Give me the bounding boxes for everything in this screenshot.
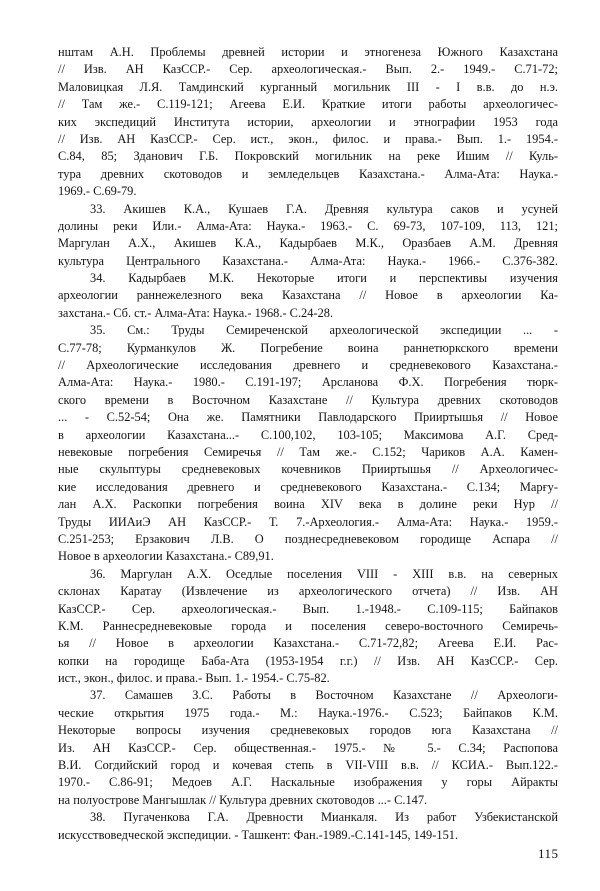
text-line: захстана.- Сб. ст.- Алма-Ата: Наука.- 1968.- С.24-28.	[58, 305, 334, 320]
text-line: // Изв. АН КазССР.- Сер. ист., экон., филос. и права.- Вып. 1.- 1954.-	[58, 131, 558, 146]
text-line: ского времени в Восточном Казахстане // Культура древних скотоводов	[58, 392, 558, 407]
text-line: 34. Кадырбаев М.К. Некоторые итоги и перспективы изучения	[90, 271, 558, 286]
text-line: // Археологические исследования древнего и средневекового Казахстана.-	[58, 358, 558, 373]
text-line: Маловицкая Л.Я. Тамдинский курганный могильник III - I в.в. до н.э.	[58, 79, 558, 94]
text-line: невековые погребения Семиречья // Там же.- С.152; Чариков А.А. Камен-	[58, 444, 558, 459]
text-line: К.М. Раннесредневековые города и поселения северо-восточного Семиречь-	[58, 618, 558, 633]
text-line: тура древних скотоводов и земледельцев Казахстана.- Алма-Ата: Наука.-	[58, 166, 558, 181]
text-line: ист., экон., филос. и права.- Вып. 1.- 1954.- С.75-82.	[58, 671, 330, 686]
text-line: археологии раннежелезного века Казахстана // Новое в археологии Ка-	[58, 288, 558, 303]
text-line: нштам А.Н. Проблемы древней истории и этногенеза Южного Казахстана	[58, 45, 558, 59]
text-line: ческие открытия 1975 года.- М.: Наука.-1976.- С.523; Байпаков К.М.	[58, 705, 558, 720]
text-line: склонах Каратау (Извлечение из археологического отчета) // Изв. АН	[58, 584, 558, 599]
text-line: Маргулан А.Х., Акишев К.А., Кадырбаев М.К., Оразбаев А.М. Древняя	[58, 236, 558, 251]
text-line: 1970.- С.86-91; Медоев А.Г. Наскальные изображения у горы Айракты	[58, 775, 558, 790]
text-line: Новое в археологии Казахстана.- С89,91.	[58, 549, 274, 564]
text-line: // Там же.- С.119-121; Агеева Е.И. Краткие итоги работы археологичес-	[58, 97, 558, 112]
text-line: В.И. Согдийский город и кочевая степь в VII-VIII в.в. // КСИА.- Вып.122.-	[58, 758, 558, 773]
text-line: лан А.Х. Раскопки погребения воина XIV века в долине реки Нур //	[58, 497, 558, 512]
text-line: долины реки Или.- Алма-Ата: Наука.- 1963.- С. 69-73, 107-109, 113, 121;	[58, 218, 558, 233]
bibliography-notes	[58, 44, 558, 844]
text-line: 38. Пугаченкова Г.А. Древности Мианкаля. Из работ Узбекистанской	[90, 810, 558, 825]
text-line: 36. Маргулан А.Х. Оседлые поселения VIII - XIII в.в. на северных	[90, 566, 558, 581]
text-line: 37. Самашев З.С. Работы в Восточном Казахстане // Археологи-	[90, 688, 558, 703]
text-line: ья // Новое в археологии Казахстана.- С.71-72,82; Агеева Е.И. Рас-	[58, 636, 558, 651]
text-line: в археологии Казахстана...- С.100,102, 103-105; Максимова А.Г. Сред-	[58, 427, 558, 442]
text-line: // Изв. АН КазССР.- Сер. археологическая.- Вып. 2.- 1949.- С.71-72;	[58, 62, 558, 77]
text-line: 35. См.: Труды Семиреченской археологической экспедиции ... -	[90, 323, 558, 338]
page-number: 115	[538, 846, 559, 861]
text-line: ких экспедиций Института истории, археологии и этнографии 1953 года	[58, 114, 558, 129]
text-line: копки на городище Баба-Ата (1953-1954 г.г.) // Изв. АН КазССР.- Сер.	[58, 653, 558, 668]
text-line: С.251-253; Ерзакович Л.В. О позднесредневековом городище Аспара //	[58, 531, 558, 546]
text-line: культура Центрального Казахстана.- Алма-Ата: Наука.- 1966.- С.376-382.	[58, 253, 558, 268]
text-line: Некоторые вопросы изучения средневековых городов юга Казахстана //	[58, 723, 558, 738]
text-line: 1969.- С.69-79.	[58, 184, 137, 199]
text-line: на полуострове Мангышлак // Культура древних скотоводов ...- С.147.	[58, 792, 428, 807]
text-line: 33. Акишев К.А., Кушаев Г.А. Древняя культура саков и усуней	[90, 201, 558, 216]
text-line: Труды ИИАиЭ АН КазССР.- Т. 7.-Археология.- Алма-Ата: Наука.- 1959.-	[58, 514, 558, 529]
text-line: С.84, 85; Зданович Г.Б. Покровский могильник на реке Ишим // Куль-	[58, 149, 558, 164]
text-line: Алма-Ата: Наука.- 1980.- С.191-197; Арсланова Ф.Х. Погребения тюрк-	[58, 375, 558, 390]
text-line: искусствоведческой экспедиции. - Ташкент: Фан.-1989.-С.141-145, 149-151.	[58, 827, 459, 842]
text-line: КазССР.- Сер. археологическая.- Вып. 1.-1948.- С.109-115; Байпаков	[58, 601, 558, 616]
text-line: кие исследования древнего и средневекового Казахстана.- С.134; Марғу-	[58, 479, 558, 494]
text-line: ... - С.52-54; Она же. Памятники Павлодарского Прииртышья // Новое	[58, 410, 558, 425]
text-line: Из. АН КазССР.- Сер. общественная.- 1975.- № 5.- С.34; Распопова	[58, 740, 558, 755]
text-line: С.77-78; Курманкулов Ж. Погребение воина раннетюркского времени	[58, 340, 558, 355]
text-line: ные скульптуры средневековых кочевников Прииртышья // Археологичес-	[58, 462, 558, 477]
